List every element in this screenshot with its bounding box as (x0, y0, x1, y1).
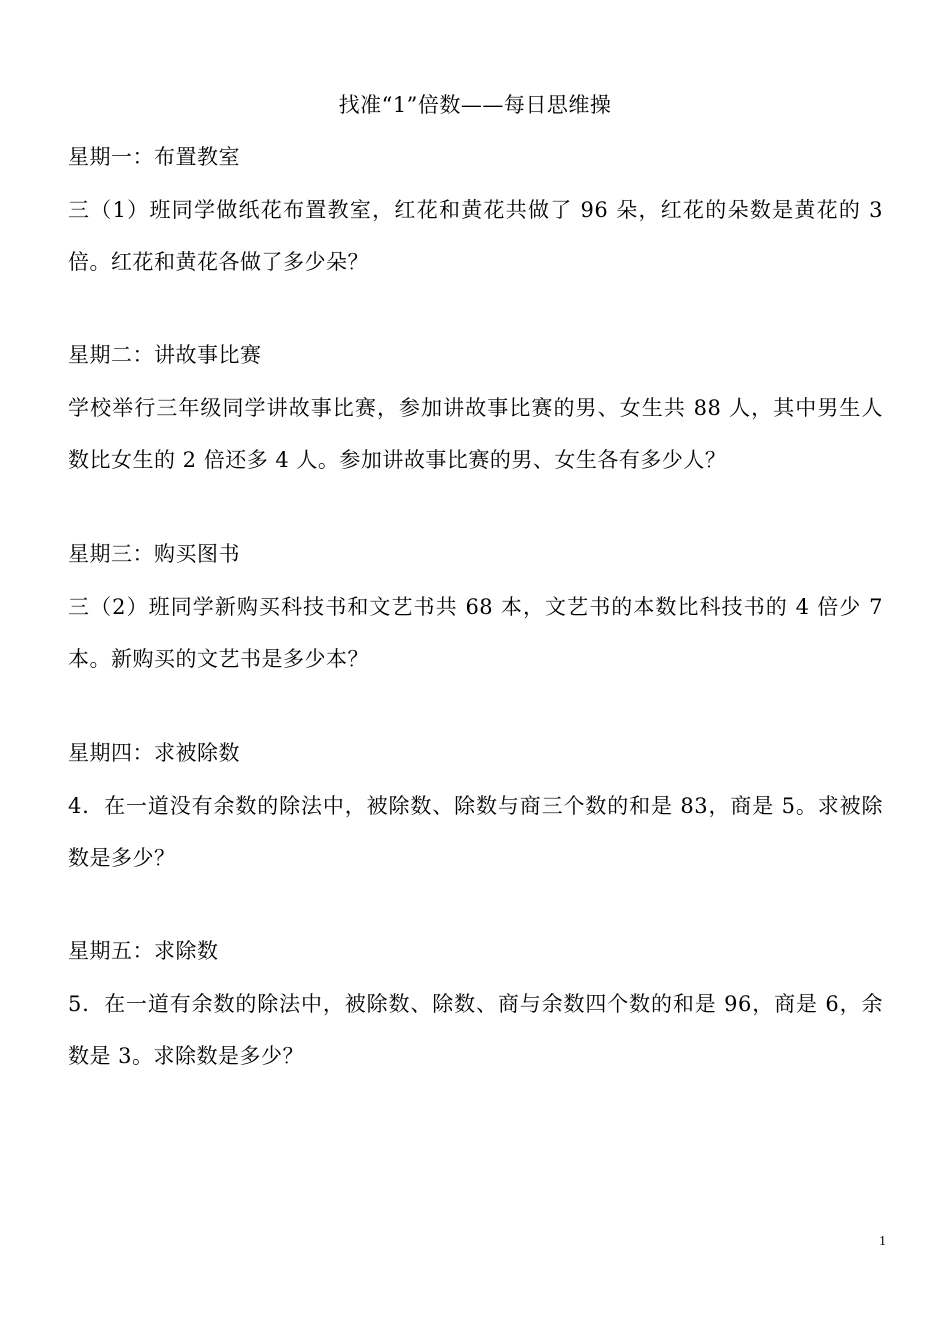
day-heading: 星期一：布置教室 (68, 145, 240, 169)
day-section-monday (68, 140, 883, 288)
day-section-thursday (68, 736, 883, 884)
day-section-friday (68, 934, 883, 1082)
problem-text: 学校举行三年级同学讲故事比赛，参加讲故事比赛的男、女生共 88 人，其中男生人数比女生的 2 倍还多 4 人。参加讲故事比赛的男、女生各有多少人？ (68, 396, 883, 472)
day-section-tuesday (68, 338, 883, 486)
page-title: 找准“1”倍数——每日思维操 (338, 93, 612, 117)
day-heading: 星期二：讲故事比赛 (68, 343, 262, 367)
problem-text: 三（1）班同学做纸花布置教室，红花和黄花共做了 96 朵，红花的朵数是黄花的 3 倍。红花和黄花各做了多少朵？ (68, 198, 883, 274)
day-section-wednesday (68, 537, 883, 685)
day-heading: 星期五：求除数 (68, 939, 219, 963)
problem-text: 5．在一道有余数的除法中，被除数、除数、商与余数四个数的和是 96，商是 6，余数是 3。求除数是多少？ (68, 992, 883, 1068)
day-heading: 星期三：购买图书 (68, 542, 240, 566)
problem-text: 4．在一道没有余数的除法中，被除数、除数与商三个数的和是 83，商是 5。求被除数是多少？ (68, 794, 883, 870)
problem-text: 三（2）班同学新购买科技书和文艺书共 68 本，文艺书的本数比科技书的 4 倍少 7 本。新购买的文艺书是多少本？ (68, 595, 883, 671)
page-number: 1 (879, 1234, 886, 1249)
day-heading: 星期四：求被除数 (68, 741, 240, 765)
